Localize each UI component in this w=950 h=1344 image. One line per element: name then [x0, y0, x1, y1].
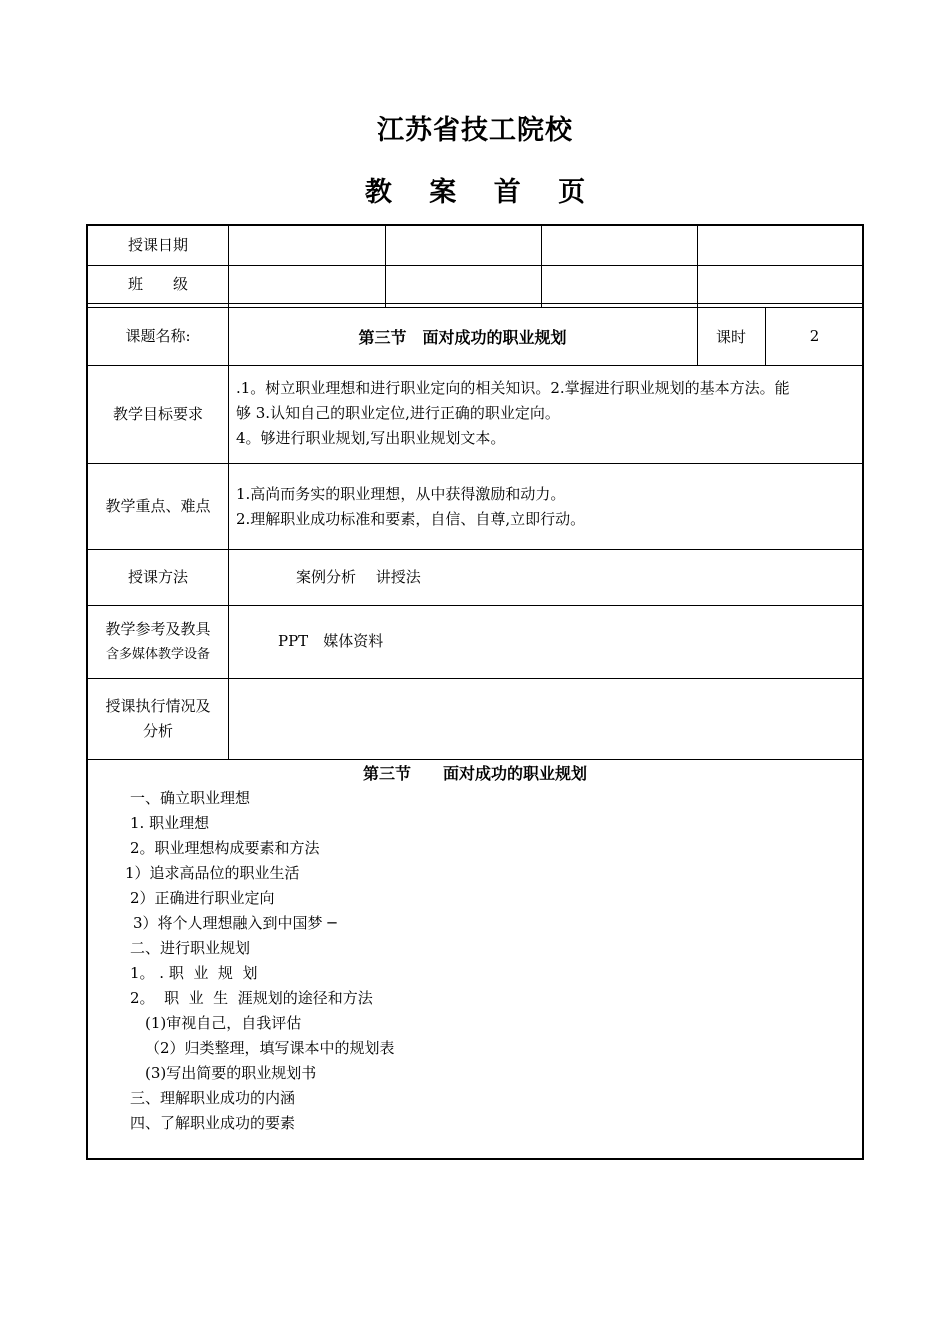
goals-line: 够 3.认知自己的职业定位,进行正确的职业定向。 [236, 404, 560, 422]
column-divider [228, 226, 229, 759]
lesson-plan-table [86, 224, 864, 1160]
outline-item: （2）归类整理，填写课本中的规划表 [145, 1039, 395, 1057]
outline-item: 3）将个人理想融入到中国梦 ─ [133, 914, 337, 932]
topic-value: 第三节 面对成功的职业规划 [358, 327, 567, 347]
column-divider [385, 226, 386, 307]
focus-line: 1.高尚而务实的职业理想，从中获得激励和动力。 [236, 485, 566, 503]
reference-label: 教学参考及教具 [105, 619, 211, 638]
outline-item: 2。职业理想构成要素和方法 [130, 839, 320, 857]
outline-item: 四、了解职业成功的要素 [130, 1114, 296, 1132]
execution-label-line2: 分析 [142, 721, 173, 740]
outline-item: 2）正确进行职业定向 [130, 889, 275, 907]
outline-item: 一、确立职业理想 [130, 789, 251, 807]
goals-line: .1。树立职业理想和进行职业定向的相关知识。2.掌握进行职业规划的基本方法。能 [236, 379, 790, 397]
outline-item: 二、进行职业规划 [130, 939, 251, 957]
hours-value: 2 [809, 327, 820, 345]
class-label: 班 级 [127, 274, 188, 293]
reference-label-cell [88, 605, 228, 678]
reference-sublabel: 含多媒体教学设备 [105, 646, 210, 662]
focus-label: 教学重点、难点 [105, 496, 211, 515]
focus-line: 2.理解职业成功标准和要素，自信、自尊,立即行动。 [236, 510, 586, 528]
execution-label: 授课执行情况及 [105, 696, 211, 715]
hours-label: 课时 [715, 327, 746, 346]
outline-item: 2。 职 业 生 涯规划的途径和方法 [130, 989, 373, 1007]
method-label: 授课方法 [127, 567, 188, 586]
row-divider [88, 759, 862, 760]
outline-item: 1。 . 职 业 规 划 [130, 964, 258, 982]
reference-value: PPT 媒体资料 [278, 632, 384, 650]
page-subtitle: 教 案 首 页 [364, 177, 600, 208]
outline-item: 1）追求高品位的职业生活 [125, 864, 300, 882]
goals-label: 教学目标要求 [112, 404, 203, 423]
goals-line: 4。够进行职业规划,写出职业规划文本。 [236, 429, 506, 447]
topic-label: 课题名称: [125, 326, 191, 345]
outline-item: (1)审视自己，自我评估 [145, 1014, 302, 1032]
outline-item: 1. 职业理想 [130, 814, 210, 832]
date-label: 授课日期 [127, 236, 188, 254]
execution-label-cell [88, 678, 228, 759]
school-title: 江苏省技工院校 [377, 115, 573, 146]
outline-item: 三、理解职业成功的内涵 [130, 1089, 296, 1107]
outline-heading: 第三节 面对成功的职业规划 [362, 764, 587, 783]
row-divider [88, 303, 862, 304]
method-value: 案例分析 讲授法 [296, 568, 421, 586]
outline-item: (3)写出简要的职业规划书 [145, 1064, 317, 1082]
column-divider [541, 226, 542, 307]
